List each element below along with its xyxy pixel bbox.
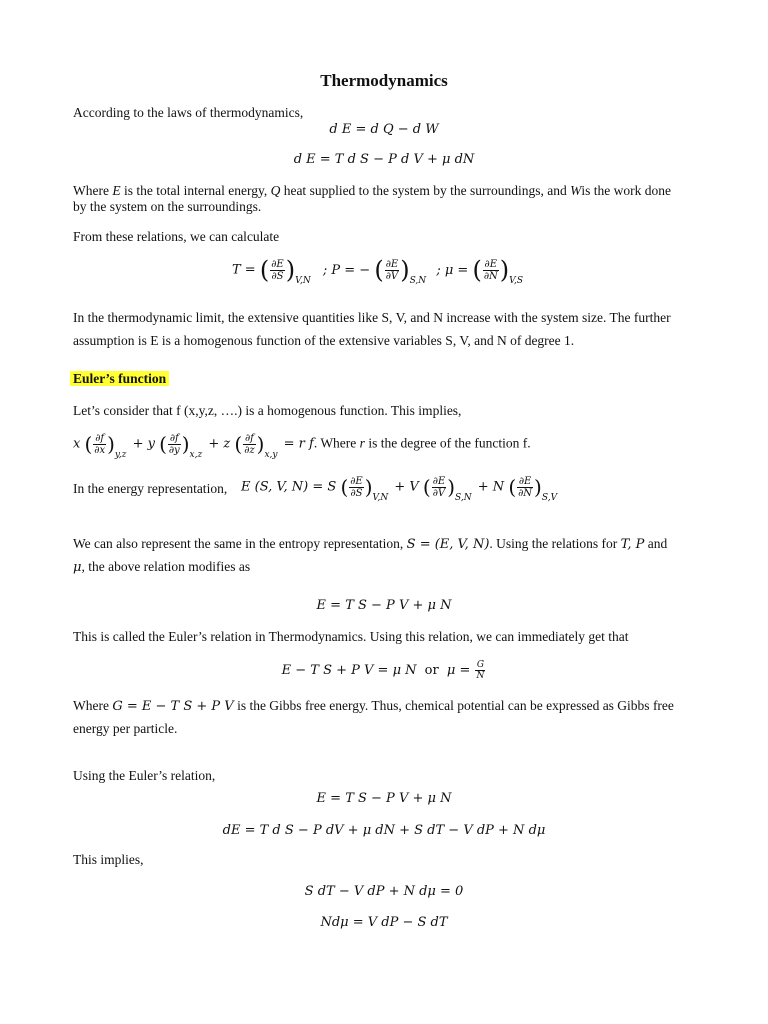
text-segment: is the total internal energy,	[120, 183, 271, 198]
highlighted-heading: Euler’s function	[70, 371, 169, 386]
subscript: x,z	[189, 449, 203, 460]
euler-relation-equation: E = T S − P V + μ N	[316, 598, 452, 613]
fraction-de-dn	[517, 476, 533, 499]
n-term: + N	[477, 479, 505, 495]
numerator: G	[476, 660, 485, 670]
fraction-de-dn	[483, 259, 499, 282]
symbol-w: W	[570, 183, 582, 198]
differential-energy-equation: d E = T d S − P d V + μ dN	[293, 152, 475, 167]
denominator: ∂V	[385, 270, 399, 282]
entropy-representation-line-2	[73, 559, 250, 576]
open-paren: (	[234, 432, 243, 456]
subscript: S,N	[409, 275, 427, 286]
text-segment: Where	[73, 698, 113, 713]
fraction-de-dv	[432, 476, 446, 499]
open-paren: (	[259, 256, 270, 284]
first-law-equation: d E = d Q − d W	[329, 122, 439, 137]
page-title: Thermodynamics	[320, 71, 448, 90]
subscript: y,z	[114, 449, 127, 460]
fraction-de-ds	[270, 259, 284, 282]
subscript: x,y	[264, 449, 278, 460]
open-paren: (	[374, 256, 384, 284]
text-segment: is the Gibbs free energy. Thus, chemical potential can be expressed as Gibbs free	[233, 698, 674, 713]
thermodynamic-limit-line-2: assumption is E is a homogenous function of the extensive variables S, V, and N of degree 1.	[73, 333, 575, 348]
close-paren: )	[400, 256, 410, 284]
denominator: ∂N	[483, 270, 498, 282]
definitions-line-2: by the system on the surroundings.	[73, 199, 262, 214]
text-segment: heat supplied to the system by the surroundings, and	[280, 183, 571, 198]
numerator: ∂f	[244, 432, 254, 444]
close-paren: )	[181, 432, 190, 456]
t-label: T =	[232, 262, 256, 278]
y-term: + y	[132, 436, 155, 452]
denominator: ∂V	[432, 487, 446, 499]
fraction-de-ds	[349, 476, 363, 499]
numerator: ∂E	[350, 475, 363, 487]
close-paren: )	[499, 256, 510, 284]
euler-relation-text: This is called the Euler’s relation in Thermodynamics. Using this relation, we can immediately get that	[73, 629, 629, 644]
denominator: ∂S	[271, 270, 284, 282]
text-segment: . Where	[313, 435, 360, 451]
homogenous-function-equation	[73, 432, 531, 460]
symbol-r: r	[359, 435, 365, 451]
symbol-e: E	[112, 183, 121, 198]
text-segment: We can also represent the same in the entropy representation,	[73, 536, 407, 551]
close-paren: )	[256, 432, 265, 456]
denominator: ∂y	[168, 444, 180, 456]
mu-label: ; μ =	[436, 262, 469, 278]
entropy-inline-equation: S = (E, V, N)	[406, 537, 490, 552]
fraction-de-dv	[385, 259, 399, 282]
close-paren: )	[534, 475, 542, 499]
denominator: ∂z	[244, 444, 255, 456]
euler-relation-repeat: E = T S − P V + μ N	[316, 791, 452, 806]
chemical-potential-differential: Ndμ = V dP − S dT	[320, 915, 448, 930]
close-paren: )	[447, 475, 456, 499]
energy-representation-equation	[241, 475, 559, 503]
gibbs-equation	[0, 660, 768, 681]
subscript: S,N	[455, 492, 472, 503]
thermodynamic-limit-line-1: In the thermodynamic limit, the extensive quantities like S, V, and N increase with the system size. The further	[73, 310, 671, 325]
denominator: N	[476, 671, 485, 681]
open-paren: (	[508, 475, 517, 499]
implies-text: This implies,	[73, 852, 144, 867]
denominator: ∂x	[94, 444, 106, 456]
numerator: ∂E	[484, 258, 498, 270]
partial-derivatives-equation	[232, 258, 525, 286]
using-euler-text: Using the Euler’s relation,	[73, 768, 216, 783]
entropy-representation-line-1	[73, 536, 667, 553]
fraction-df-dx	[93, 433, 106, 456]
open-paren: (	[84, 432, 93, 456]
text-segment: Where	[73, 183, 113, 198]
section-heading	[70, 371, 169, 387]
open-paren: (	[422, 475, 431, 499]
or-word: or	[424, 663, 439, 678]
numerator: ∂f	[95, 432, 105, 444]
subscript: V,N	[372, 492, 389, 503]
close-paren: )	[107, 432, 115, 456]
subscript: S,V	[541, 492, 558, 503]
denominator: ∂S	[350, 487, 363, 499]
numerator: ∂E	[271, 258, 284, 270]
text-segment: . Using the relations for	[489, 536, 621, 551]
x-variable: x	[73, 436, 81, 452]
subscript: V,S	[509, 275, 524, 286]
numerator: ∂E	[385, 258, 399, 270]
p-label: ; P = −	[322, 262, 371, 278]
rhs-term: = r f	[283, 436, 314, 452]
text-segment: is the work done	[581, 183, 672, 198]
total-differential-equation: dE = T d S − P dV + μ dN + S dT − V dP + N dμ	[222, 823, 546, 838]
symbol-q: Q	[270, 183, 281, 198]
numerator: ∂E	[518, 475, 532, 487]
text-segment: is the degree of the function f.	[364, 435, 531, 451]
calculate-text: From these relations, we can calculate	[73, 229, 280, 244]
gibbs-inline-equation: G = E − T S + P V	[112, 699, 234, 714]
mu-symbol: μ	[73, 560, 82, 575]
tp-symbols: T, P	[620, 537, 645, 552]
fraction-g-n	[475, 660, 485, 681]
close-paren: )	[364, 475, 373, 499]
open-paren: (	[472, 256, 482, 284]
close-paren: )	[285, 256, 296, 284]
lhs-term: E (S, V, N) = S	[241, 479, 337, 495]
v-term: + V	[394, 479, 419, 495]
degree-note	[314, 436, 531, 451]
definitions-line-1	[73, 183, 671, 199]
gibbs-duhem-equation: S dT − V dP + N dμ = 0	[304, 884, 464, 899]
gibbs-line-1	[73, 698, 674, 715]
numerator: ∂f	[169, 432, 179, 444]
intro-text: According to the laws of thermodynamics,	[73, 105, 304, 120]
fraction-df-dy	[168, 433, 181, 456]
gibbs-line-2: energy per particle.	[73, 721, 178, 736]
denominator: ∂N	[518, 487, 533, 499]
homogenous-function-text: Let’s consider that f (x,y,z, ….) is a homogenous function. This implies,	[73, 403, 462, 418]
z-term: + z	[208, 436, 231, 452]
open-paren: (	[159, 432, 167, 456]
text-segment: and	[644, 536, 668, 551]
subscript: V,N	[295, 275, 311, 286]
gibbs-lhs: E − T S + P V = μ N	[281, 663, 417, 678]
text-segment: , the above relation modifies as	[81, 559, 251, 574]
mu-equals: μ =	[446, 663, 471, 678]
open-paren: (	[340, 475, 349, 499]
energy-representation-label: In the energy representation,	[73, 481, 228, 496]
numerator: ∂E	[432, 475, 446, 487]
fraction-df-dz	[243, 433, 255, 456]
